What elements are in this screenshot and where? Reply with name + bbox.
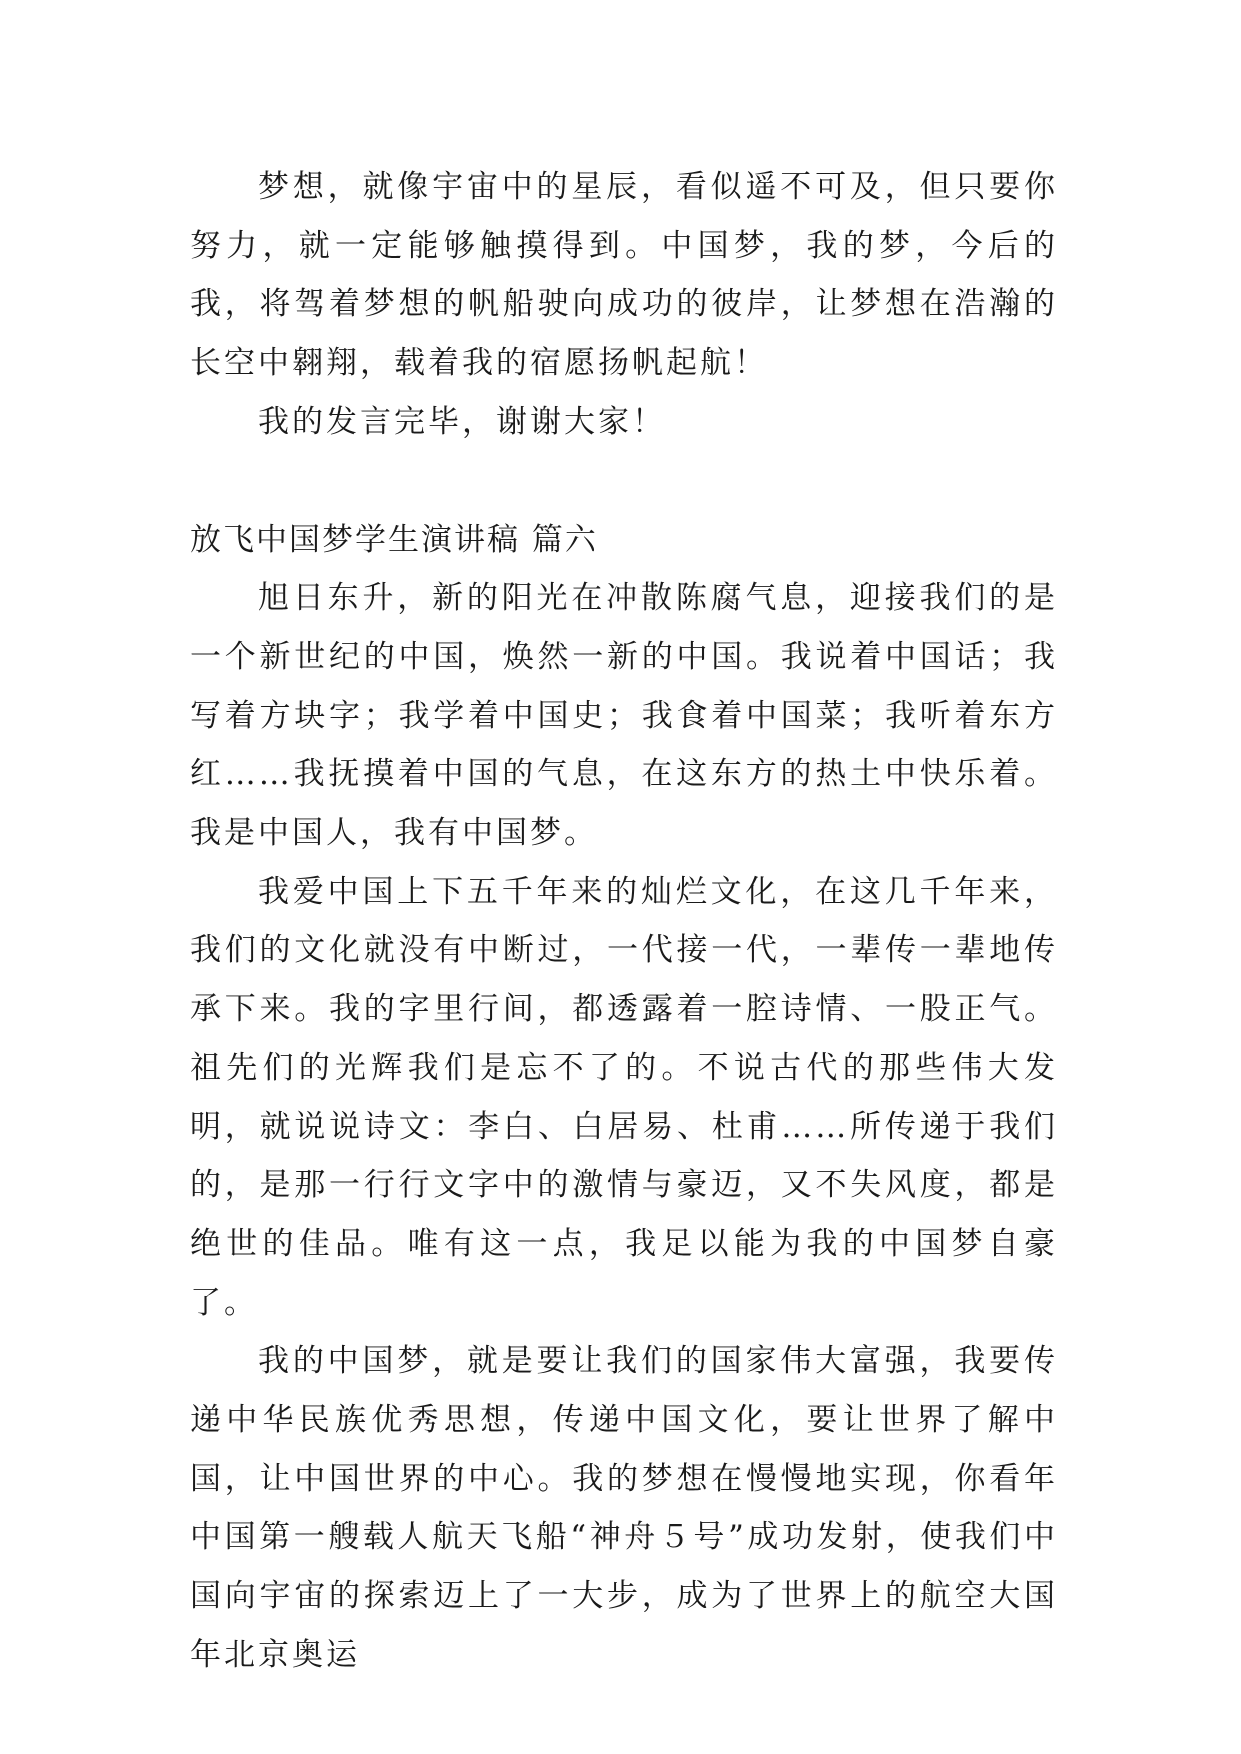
paragraph-my-china-dream: 我的中国梦，就是要让我们的国家伟大富强，我要传递中华民族优秀思想，传递中国文化，要让世界了解中国，让中国世界的中心。我的梦想在慢慢地实现，你看年中国第一艘载人航天飞船“神舟５号”成功发射，使我们中国向宇宙的探索迈上了一大步，成为了世界上的航空大国年北京奥运 <box>190 1343 1058 1673</box>
document-body <box>190 158 1058 1685</box>
paragraph-dream-stars: 梦想，就像宇宙中的星辰，看似遥不可及，但只要你努力，就一定能够触摸得到。中国梦，我的梦，今后的我，将驾着梦想的帆船驶向成功的彼岸，让梦想在浩瀚的长空中翱翔，载着我的宿愿扬帆起航！ <box>190 169 1058 382</box>
paragraph-closing-thanks: 我的发言完毕，谢谢大家！ <box>258 403 666 440</box>
paragraph-rising-sun: 旭日东升，新的阳光在冲散陈腐气息，迎接我们的是一个新世纪的中国，焕然一新的中国。我说着中国话；我写着方块字；我学着中国史；我食着中国菜；我听着东方红……我抚摸着中国的气息，在这东方的热土中快乐着。我是中国人，我有中国梦。 <box>190 580 1058 852</box>
section-heading: 放飞中国梦学生演讲稿 篇六 <box>190 521 598 558</box>
paragraph-culture: 我爱中国上下五千年来的灿烂文化，在这几千年来，我们的文化就没有中断过，一代接一代，一辈传一辈地传承下来。我的字里行间，都透露着一腔诗情、一股正气。祖先们的光辉我们是忘不了的。不说古代的那些伟大发明，就说说诗文：李白、白居易、杜甫……所传递于我们的，是那一行行文字中的激情与豪迈，又不失风度，都是绝世的佳品。唯有这一点，我足以能为我的中国梦自豪了。 <box>190 873 1058 1321</box>
